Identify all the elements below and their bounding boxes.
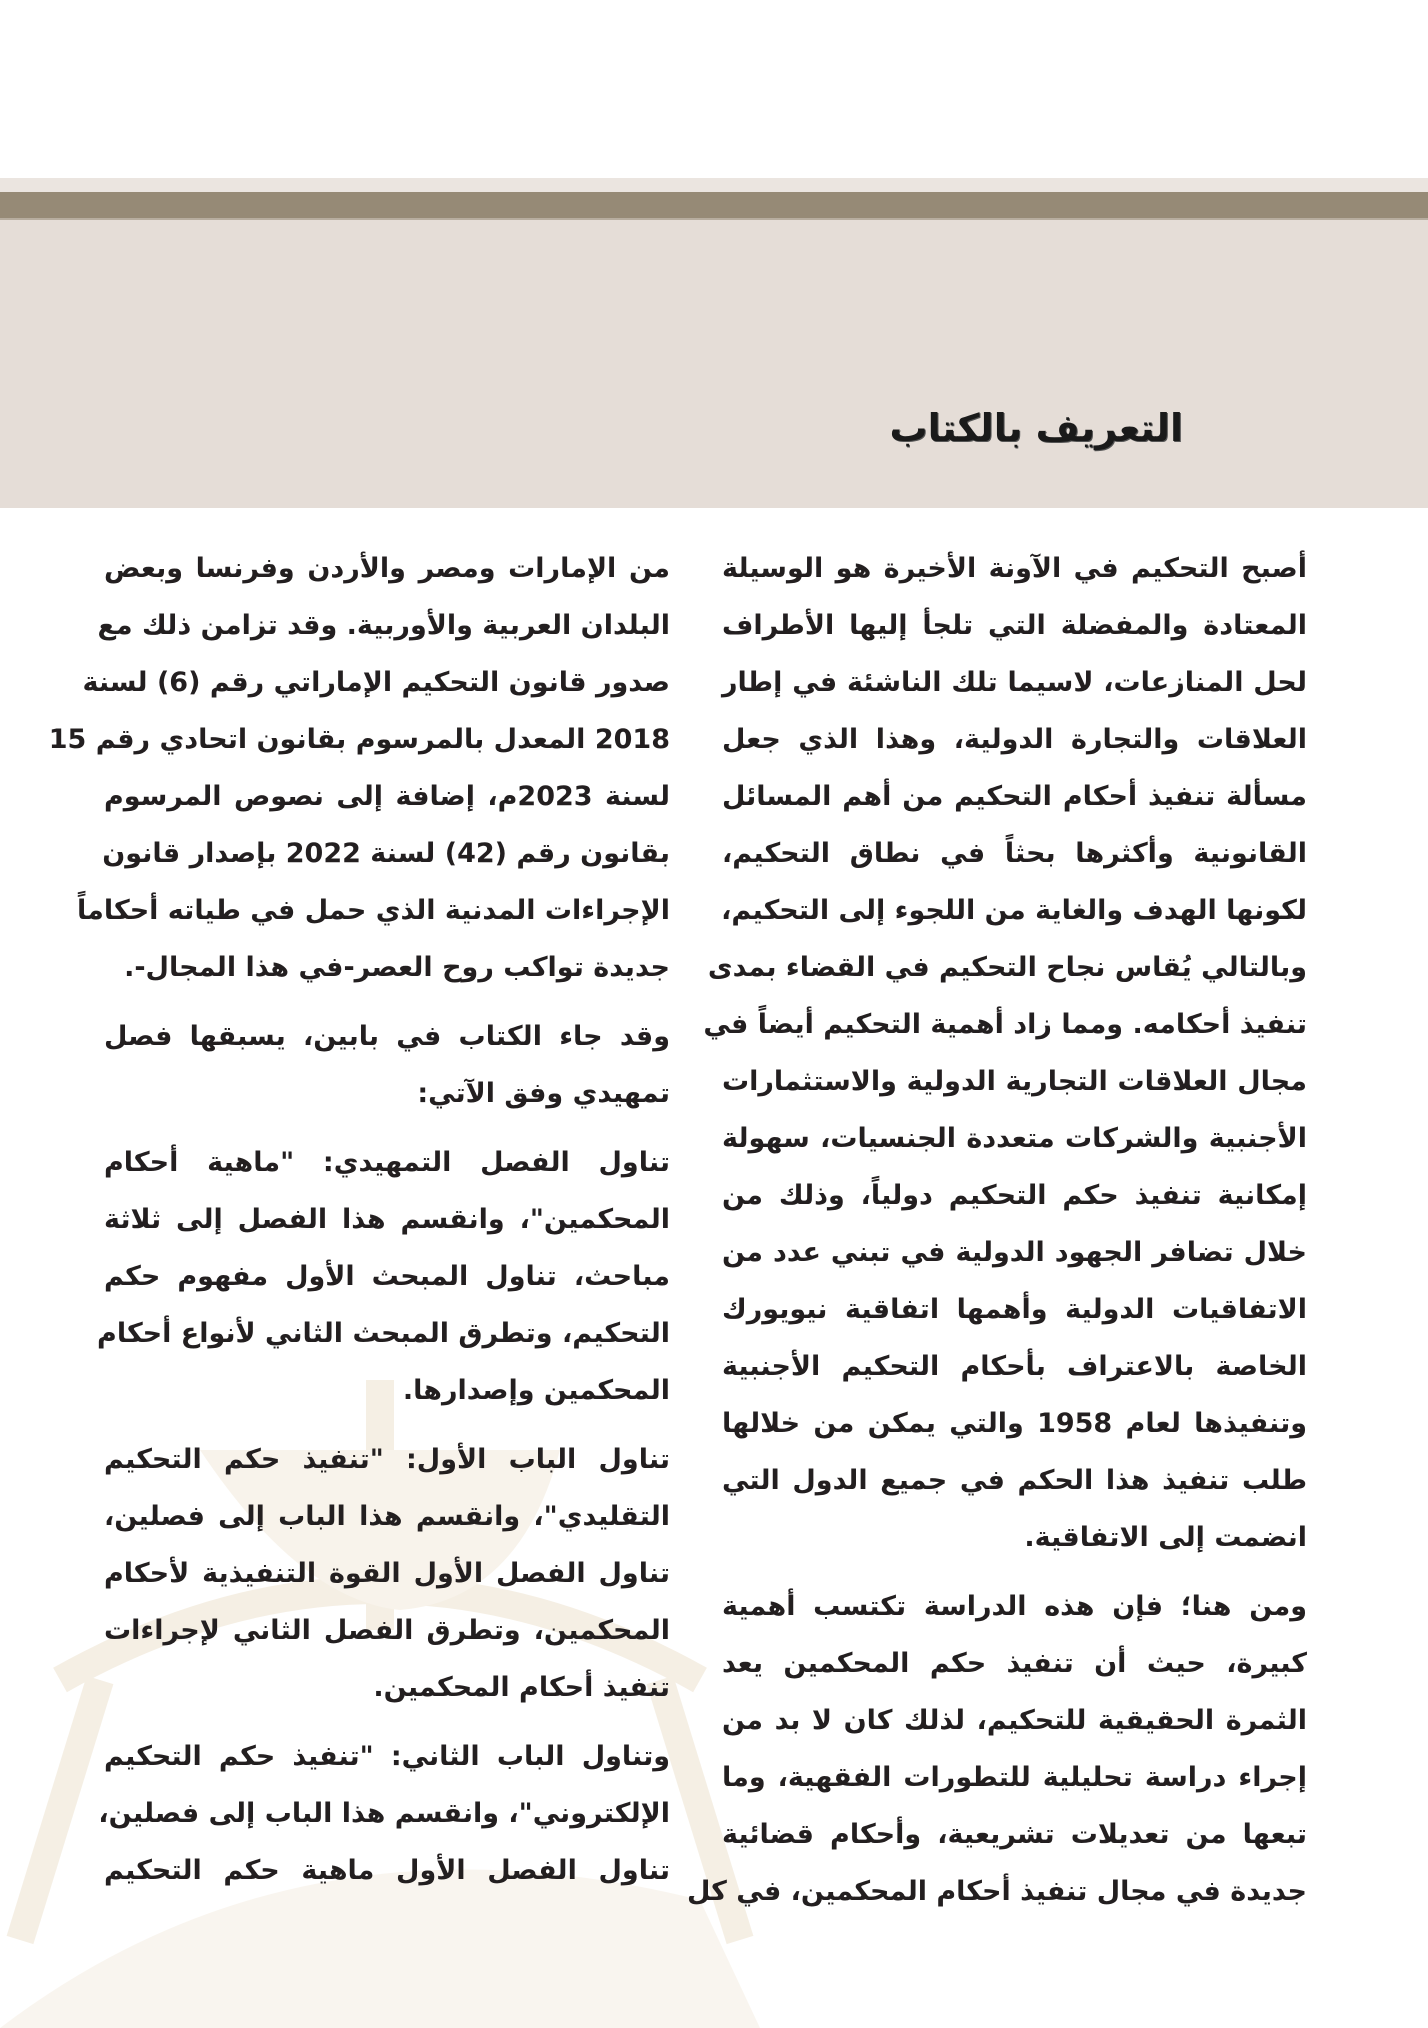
header-band-top: [0, 178, 1428, 192]
text-line: تنفيذ أحكام المحكمين.: [373, 1672, 670, 1703]
text-line: تناول الفصل التمهيدي: "ماهية أحكام: [104, 1147, 670, 1178]
text-line: وبالتالي يُقاس نجاح التحكيم في القضاء بمدى: [707, 952, 1307, 983]
text-line: لسنة 2023م، إضافة إلى نصوص المرسوم: [104, 781, 670, 812]
text-line: لكونها الهدف والغاية من اللجوء إلى التحكيم،: [721, 895, 1307, 926]
text-line: وتنفيذها لعام 1958 والتي يمكن من خلالها: [722, 1408, 1307, 1439]
text-line: إمكانية تنفيذ حكم التحكيم دولياً، وذلك من: [722, 1180, 1307, 1211]
text-line: الاتفاقيات الدولية وأهمها اتفاقية نيويورك: [722, 1294, 1307, 1325]
text-line: أصبح التحكيم في الآونة الأخيرة هو الوسيلة: [722, 553, 1307, 584]
header-stripe: [0, 192, 1428, 220]
paragraph: [97, 1134, 670, 1419]
text-line: تناول الفصل الأول ماهية حكم التحكيم: [104, 1855, 670, 1886]
text-line: الخاصة بالاعتراف بأحكام التحكيم الأجنبية: [722, 1351, 1307, 1382]
paragraph: [48, 540, 670, 996]
paragraph: [104, 1431, 670, 1716]
text-line: المحكمين"، وانقسم هذا الفصل إلى ثلاثة: [104, 1204, 670, 1235]
paragraph: [98, 1728, 670, 1899]
text-line: إجراء دراسة تحليلية للتطورات الفقهية، وما: [722, 1762, 1307, 1793]
text-line: الثمرة الحقيقية للتحكيم، لذلك كان لا بد من: [722, 1705, 1307, 1736]
text-line: المحكمين، وتطرق الفصل الثاني لإجراءات: [104, 1615, 670, 1646]
text-line: تناول الباب الأول: "تنفيذ حكم التحكيم: [104, 1444, 670, 1475]
text-line: الأجنبية والشركات متعددة الجنسيات، سهولة: [722, 1123, 1307, 1154]
text-line: الإلكتروني"، وانقسم هذا الباب إلى فصلين،: [98, 1798, 670, 1829]
paragraph: [104, 1008, 670, 1122]
left-column: [48, 540, 670, 1911]
text-line: طلب تنفيذ هذا الحكم في جميع الدول التي: [722, 1465, 1307, 1496]
text-line: العلاقات والتجارة الدولية، وهذا الذي جعل: [722, 724, 1307, 755]
text-line: التقليدي"، وانقسم هذا الباب إلى فصلين،: [104, 1501, 670, 1532]
text-line: جديدة تواكب روح العصر-في هذا المجال-.: [124, 952, 670, 983]
text-line: التحكيم، وتطرق المبحث الثاني لأنواع أحكام: [97, 1318, 670, 1349]
text-line: كبيرة، حيث أن تنفيذ حكم المحكمين يعد: [722, 1648, 1307, 1679]
text-line: مسألة تنفيذ أحكام التحكيم من أهم المسائل: [722, 781, 1307, 812]
text-line: وقد جاء الكتاب في بابين، يسبقها فصل: [104, 1021, 670, 1052]
text-line: القانونية وأكثرها بحثاً في نطاق التحكيم،: [722, 838, 1307, 869]
page-title: التعريف بالكتاب: [889, 406, 1183, 450]
text-line: بقانون رقم (42) لسنة 2022 بإصدار قانون: [102, 838, 670, 869]
right-column: [687, 540, 1307, 1932]
text-line: ومن هنا؛ فإن هذه الدراسة تكتسب أهمية: [722, 1591, 1307, 1622]
text-line: تنفيذ أحكامه. ومما زاد أهمية التحكيم أيضاً في: [703, 1009, 1307, 1040]
text-line: جديدة في مجال تنفيذ أحكام المحكمين، في كل: [687, 1876, 1307, 1907]
paragraph: [687, 1578, 1307, 1920]
text-line: خلال تضافر الجهود الدولية في تبني عدد من: [722, 1237, 1307, 1268]
text-line: تبعها من تعديلات تشريعية، وأحكام قضائية: [722, 1819, 1307, 1850]
text-line: الإجراءات المدنية الذي حمل في طياته أحكاماً: [77, 895, 670, 926]
text-line: من الإمارات ومصر والأردن وفرنسا وبعض: [104, 553, 670, 584]
text-line: المعتادة والمفضلة التي تلجأ إليها الأطراف: [722, 610, 1307, 641]
paragraph: [703, 540, 1307, 1566]
text-line: تمهيدي وفق الآتي:: [417, 1078, 670, 1109]
text-line: تناول الفصل الأول القوة التنفيذية لأحكام: [104, 1558, 670, 1589]
text-line: مباحث، تناول المبحث الأول مفهوم حكم: [104, 1261, 670, 1292]
text-line: وتناول الباب الثاني: "تنفيذ حكم التحكيم: [104, 1741, 670, 1772]
text-line: 2018 المعدل بالمرسوم بقانون اتحادي رقم 15: [48, 724, 670, 755]
text-line: انضمت إلى الاتفاقية.: [1024, 1522, 1307, 1553]
text-line: صدور قانون التحكيم الإماراتي رقم (6) لسنة: [82, 667, 670, 698]
text-line: لحل المنازعات، لاسيما تلك الناشئة في إطار: [722, 667, 1307, 698]
text-line: مجال العلاقات التجارية الدولية والاستثمارات: [722, 1066, 1307, 1097]
text-line: المحكمين وإصدارها.: [402, 1375, 670, 1406]
header-band: [0, 178, 1428, 508]
text-line: البلدان العربية والأوربية. وقد تزامن ذلك مع: [97, 610, 670, 641]
